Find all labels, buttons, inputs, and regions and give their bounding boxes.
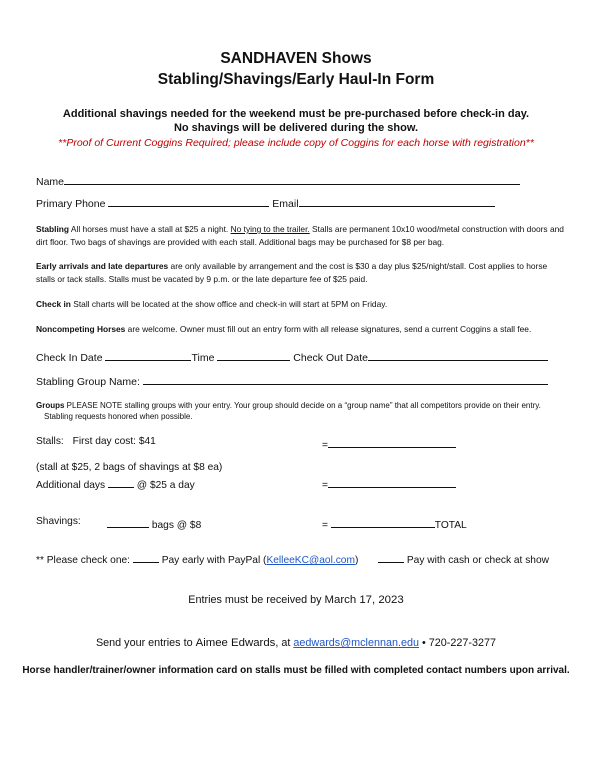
contact-email-link[interactable]: aedwards@mclennan.edu <box>293 637 419 649</box>
dates-row <box>36 349 548 364</box>
handler-card-note: Horse handler/trainer/owner information card on stalls must be filled with completed contact numbers upon arrival. <box>22 665 570 676</box>
check-in-date-field[interactable] <box>105 349 191 361</box>
total-label: TOTAL <box>434 520 467 531</box>
email-field[interactable] <box>299 195 495 207</box>
send-entries-mid: , at <box>275 637 294 649</box>
send-entries-text: Send your entries to <box>95 637 196 649</box>
no-tying-text: No tying to the trailer. <box>230 224 310 234</box>
coggins-notice: **Proof of Current Coggins Required; please include copy of Coggins for each horse with registration** <box>58 137 534 149</box>
deadline-text: Entries must be received by <box>188 594 325 606</box>
name-row <box>36 173 520 188</box>
form-title-line1: SANDHAVEN Shows <box>220 50 372 67</box>
email-label: Email <box>272 198 299 210</box>
time-label: Time <box>191 352 215 364</box>
additional-days-row <box>36 476 195 491</box>
stall-breakdown: (stall at $25, 2 bags of shavings at $8 ea) <box>36 462 223 473</box>
phone-label: Primary Phone <box>36 198 106 210</box>
check-in-paragraph <box>36 298 566 311</box>
shavings-total-row <box>322 516 467 531</box>
additional-days-label: Additional days <box>36 480 106 491</box>
contact-phone: • 720-227-3277 <box>419 637 497 649</box>
group-name-field[interactable] <box>143 373 548 385</box>
payment-prompt: ** Please check one: <box>36 555 131 566</box>
send-entries-line <box>0 637 592 649</box>
additional-days-total-row <box>322 476 456 491</box>
noncompeting-heading: Noncompeting Horses <box>36 324 126 334</box>
additional-days-field[interactable] <box>108 476 134 488</box>
group-name-row <box>36 373 548 388</box>
shavings-label: Shavings: <box>36 516 81 527</box>
first-day-cost: First day cost: $41 <box>72 436 156 447</box>
check-out-date-field[interactable] <box>368 349 548 361</box>
check-out-date-label: Check Out Date <box>293 352 368 364</box>
form-title-line2: Stabling/Shavings/Early Haul-In Form <box>157 71 435 88</box>
time-field[interactable] <box>217 349 290 361</box>
early-arrivals-heading: Early arrivals and late departures <box>36 261 169 271</box>
payment-row <box>36 551 549 566</box>
additional-days-total-field[interactable] <box>328 476 456 488</box>
stalls-total-row <box>322 436 456 451</box>
bags-rate-label: bags @ $8 <box>151 520 202 531</box>
shavings-bags-row <box>107 516 201 531</box>
noncompeting-text: are welcome. Owner must fill out an entry form with all release signatures, send a current Coggins a stall fee. <box>125 324 532 334</box>
groups-heading: Groups <box>36 401 65 410</box>
noncompeting-paragraph <box>36 323 566 336</box>
phone-email-row <box>36 195 495 210</box>
stabling-paragraph <box>36 223 566 248</box>
stalls-row <box>36 436 156 447</box>
stabling-heading: Stabling <box>36 224 70 234</box>
paypal-option: Pay early with PayPal ( <box>161 555 267 566</box>
check-in-date-label: Check In Date <box>36 352 103 364</box>
group-name-label: Stabling Group Name: <box>36 376 140 388</box>
shavings-notice-line2: No shavings will be delivered during the show. <box>173 122 419 134</box>
name-label: Name <box>36 176 65 188</box>
cash-option: Pay with cash or check at show <box>406 555 549 566</box>
stabling-text-cont: Stalls are permanent 10x10 wood/metal construction with doors and dirt floor. Two bags of shavings are provided with each stall. Additional bags may be purchased for $8 per bag. <box>36 224 564 247</box>
stabling-text: All horses must have a stall at $25 a night. <box>69 224 231 234</box>
shavings-total-field[interactable] <box>331 516 435 528</box>
early-arrivals-text: are only available by arrangement and the cost is $30 a day plus $25/night/stall. Cost applies to horse stalls or tack stalls. Stalls must be vacated by 9 p.m. or the late departure fee of $25 paid. <box>36 261 548 284</box>
groups-requests-text: Stabling requests honored when possible. <box>44 412 193 421</box>
deadline-date: March 17, 2023 <box>324 594 404 606</box>
deadline-line <box>0 594 592 606</box>
contact-name: Aimee Edwards <box>195 637 276 649</box>
equals-sign: = <box>322 520 328 531</box>
shavings-bags-field[interactable] <box>107 516 149 528</box>
paypal-checkbox-blank[interactable] <box>133 551 159 563</box>
name-field[interactable] <box>64 173 520 185</box>
phone-field[interactable] <box>108 195 269 207</box>
stalls-label: Stalls: <box>36 436 64 447</box>
paypal-close-paren: ) <box>354 555 359 566</box>
equals-sign: = <box>322 480 328 491</box>
groups-text: PLEASE NOTE stalling groups with your entry. Your group should decide on a “group name” that all competitors provide on their entry. <box>64 401 541 410</box>
groups-note <box>36 400 566 422</box>
check-in-heading: Check in <box>36 299 71 309</box>
cash-checkbox-blank[interactable] <box>378 551 404 563</box>
additional-days-rate: @ $25 a day <box>136 480 195 491</box>
shavings-notice-line1: Additional shavings needed for the weekend must be pre-purchased before check-in day. <box>62 108 530 120</box>
paypal-email-link[interactable]: KelleeKC@aol.com <box>266 555 355 566</box>
equals-sign: = <box>322 440 328 451</box>
stalls-total-field[interactable] <box>328 436 456 448</box>
early-arrivals-paragraph <box>36 260 566 285</box>
check-in-text: Stall charts will be located at the show office and check-in will start at 5PM on Friday. <box>70 299 388 309</box>
